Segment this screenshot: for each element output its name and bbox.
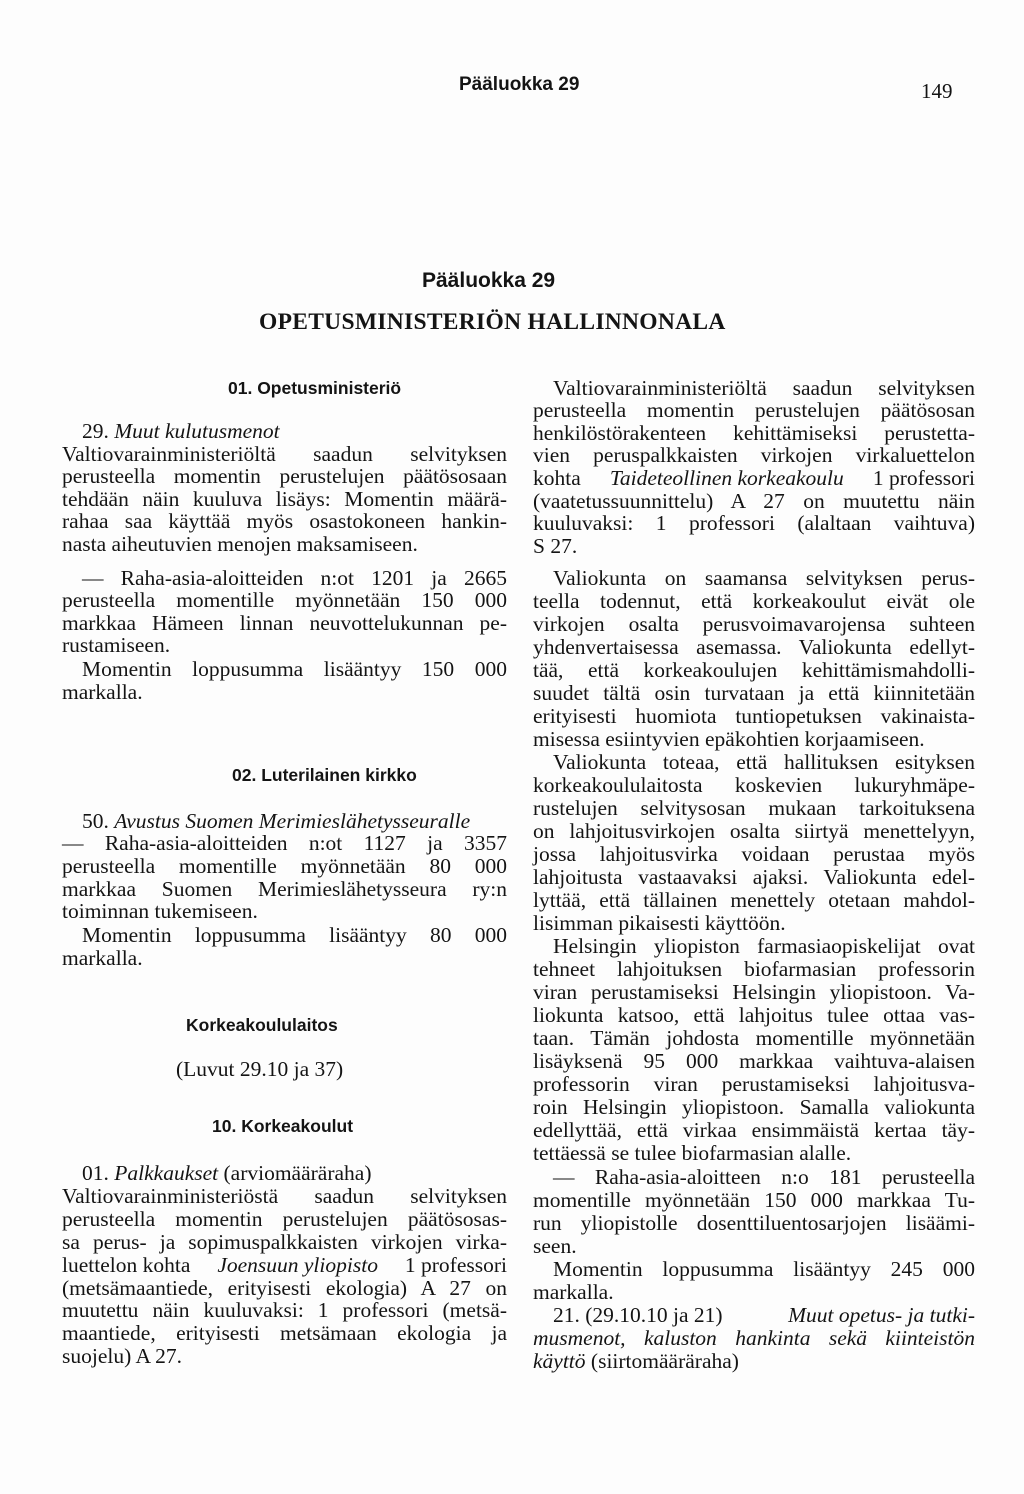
text-line: liokunta katsoo, että lahjoitus tulee ottaa vas-	[533, 1003, 975, 1027]
text-line: Helsingin yliopiston farmasiaopiskelijat ovat	[553, 934, 975, 958]
text-line: muutettu näin kuuluvaksi: 1 professori (metsä-	[62, 1298, 507, 1322]
text-line: markalla.	[62, 946, 143, 970]
text-line: lahjoitusta vastaavaksi ajaksi. Valiokunta edel-	[533, 865, 975, 889]
text-line: lisäyksenä 95 000 markkaa vaihtuva-alaisen	[533, 1049, 975, 1073]
chapter-heading: Korkeakoululaitos	[186, 1015, 338, 1035]
item-number: 29.	[82, 419, 115, 443]
text-line-mixed	[62, 1254, 507, 1276]
text-line: tehneet lahjoituksen biofarmasian professorin	[533, 957, 975, 981]
text-line: seen.	[533, 1234, 577, 1258]
text-line: perusteella momentin perustelujen päätösosaan	[62, 464, 507, 488]
section-heading-02: 02. Luterilainen kirkko	[232, 765, 417, 785]
text-line: rustelujen selvitysosan mukaan tarkoituksena	[533, 796, 975, 820]
text-line: kuuluvaksi: 1 professori (alaltaan vaihtuva)	[533, 511, 975, 535]
text-line: suojelu) A 27.	[62, 1344, 183, 1368]
text-line: markkaa Suomen Merimieslähetysseura ry:n	[62, 877, 507, 901]
text-line: S 27.	[533, 534, 578, 558]
text-line: Valtiovarainministeriöltä saadun selvityksen	[553, 376, 975, 400]
text-line: Valiokunta on saamansa selvityksen perus-	[553, 566, 975, 590]
item-number: 01.	[82, 1161, 115, 1185]
text-line: — Raha-asia-aloitteiden n:ot 1127 ja 3357	[62, 831, 507, 855]
text-line: perusteella momentille myönnetään 80 000	[62, 854, 507, 878]
text-line-italic: musmenot, kaluston hankinta sekä kiinteistön	[533, 1326, 975, 1350]
text-run: 21. (29.10.10 ja 21)	[553, 1303, 728, 1327]
text-line: erityisesti huomiota tuntiopetuksen vakinaista-	[533, 704, 975, 728]
text-line: edellyttää, että virkaa ensimmäistä kertaa täy-	[533, 1118, 975, 1142]
text-run: 1 professori	[867, 466, 975, 490]
section-heading-01: 01. Opetusministeriö	[228, 378, 402, 398]
item-29-heading	[82, 420, 280, 442]
text-line: momentille myönnetään 150 000 markkaa Tu-	[533, 1188, 975, 1212]
text-line: yhdenvertaisessa asemassa. Valiokunta edellyt-	[533, 635, 975, 659]
text-run: luettelon kohta	[62, 1253, 196, 1277]
text-line: professorin viran perustamiseksi lahjoitusva-	[533, 1072, 975, 1096]
text-line: tettäessä se tulee biofarmasian alalle.	[533, 1141, 852, 1165]
section-heading-10: 10. Korkeakoulut	[212, 1116, 354, 1136]
text-line: jossa lahjoitusvirka voidaan perustaa myös	[533, 842, 975, 866]
item-title: Muut kulutusmenot	[114, 419, 280, 443]
text-line: tää, että korkeakoulujen kehittämismahdolli-	[533, 658, 975, 682]
page-number: 149	[921, 79, 953, 103]
item-number: 50.	[82, 809, 115, 833]
page-title: Pääluokka 29	[422, 269, 556, 292]
text-line: teella todennut, että korkeakoulut eivät ole	[533, 589, 975, 613]
text-line: — Raha-asia-aloitteen n:o 181 perusteella	[553, 1165, 975, 1189]
text-line: lisimman pikaisesti käyttöön.	[533, 911, 786, 935]
text-line: on lahjoitusvirkojen osalta siirtyä menettelyyn,	[533, 819, 975, 843]
item-title: Palkkaukset	[114, 1161, 219, 1185]
text-line: markalla.	[62, 680, 143, 704]
text-line: viran perustamiseksi Helsingin yliopistoon. Va-	[533, 980, 975, 1004]
item-01-heading	[82, 1162, 372, 1184]
text-line: (vaatetussuunnittelu) A 27 on muutettu näin	[533, 489, 975, 513]
page-subtitle: OPETUSMINISTERIÖN HALLINNONALA	[259, 309, 726, 335]
text-line: korkeakoululaitosta koskevien lukuryhmäpe-	[533, 773, 975, 797]
text-line: virkojen osalta perusvoimavarojensa suhteen	[533, 612, 975, 636]
text-line: Valtiovarainministeriöltä saadun selvityksen	[62, 442, 507, 466]
text-line: — Raha-asia-aloitteiden n:ot 1201 ja 2665	[82, 566, 507, 590]
text-line-mixed	[533, 1350, 739, 1372]
text-line: nasta aiheutuvien menojen maksamiseen.	[62, 532, 418, 556]
text-line: Valtiovarainministeriöstä saadun selvityksen	[62, 1184, 507, 1208]
item-title-rest: (arviomääräraha)	[218, 1161, 372, 1185]
text-line: perusteella momentille myönnetään 150 000	[62, 588, 507, 612]
text-run-italic: Joensuun yliopisto	[217, 1253, 378, 1277]
text-line: perusteella momentin perustelujen päätösosan	[533, 398, 975, 422]
text-line: taan. Tämän johdosta momentille myönnetään	[533, 1026, 975, 1050]
text-run: kohta	[533, 466, 587, 490]
text-line: Momentin loppusumma lisääntyy 80 000	[82, 923, 507, 947]
text-run: 1 professori	[399, 1253, 507, 1277]
text-line: Valiokunta toteaa, että hallituksen esityksen	[553, 750, 975, 774]
text-line-mixed	[533, 467, 975, 489]
text-run-italic: Taideteollinen korkeakoulu	[609, 466, 844, 490]
text-line: roin Helsingin yliopistoon. Samalla valiokunta	[533, 1095, 975, 1119]
item-title: Avustus Suomen Merimieslähetysseuralle	[114, 809, 471, 833]
text-line: perusteella momentin perustelujen päätösosas-	[62, 1207, 507, 1231]
text-line: Momentin loppusumma lisääntyy 245 000	[553, 1257, 975, 1281]
text-line: markalla.	[533, 1280, 614, 1304]
text-run-italic: käyttö	[533, 1349, 586, 1373]
item-50-heading	[82, 810, 470, 832]
text-line: (metsämaantiede, erityisesti ekologia) A 27 on	[62, 1276, 507, 1300]
text-line: tehdään näin kuuluva lisäys: Momentin määrä-	[62, 487, 507, 511]
text-line: rahaa saa käyttää myös osastokoneen hankin-	[62, 509, 507, 533]
text-line: maantiede, erityisesti metsämaan ekologia ja	[62, 1321, 507, 1345]
text-line-mixed	[553, 1304, 975, 1326]
text-line: lyttää, että tällainen menettely otetaan mahdol-	[533, 888, 975, 912]
text-line: sa perus- ja sopimuspalkkaisten virkojen virka-	[62, 1230, 507, 1254]
running-header-title: Pääluokka 29	[459, 74, 580, 95]
text-line: misessa esiintyvien epäkohtien korjaamiseen.	[533, 727, 925, 751]
text-line: run yliopistolle dosenttiluentosarjojen lisäämi-	[533, 1211, 975, 1235]
text-line: toiminnan tukemiseen.	[62, 899, 258, 923]
text-run: (siirtomääräraha)	[585, 1349, 739, 1373]
text-line: henkilöstörakenteen kehittämiseksi perustetta-	[533, 421, 975, 445]
text-line: markkaa Hämeen linnan neuvottelukunnan pe-	[62, 611, 507, 635]
text-run-italic: Muut opetus- ja tutki-	[788, 1303, 975, 1327]
text-line: suudet tältä osin turvataan ja että kiinnitetään	[533, 681, 975, 705]
chapter-subheading: (Luvut 29.10 ja 37)	[176, 1057, 344, 1081]
text-line: vien peruspalkkaisten virkojen virkaluettelon	[533, 443, 975, 467]
text-line: Momentin loppusumma lisääntyy 150 000	[82, 657, 507, 681]
text-line: rustamiseen.	[62, 633, 171, 657]
